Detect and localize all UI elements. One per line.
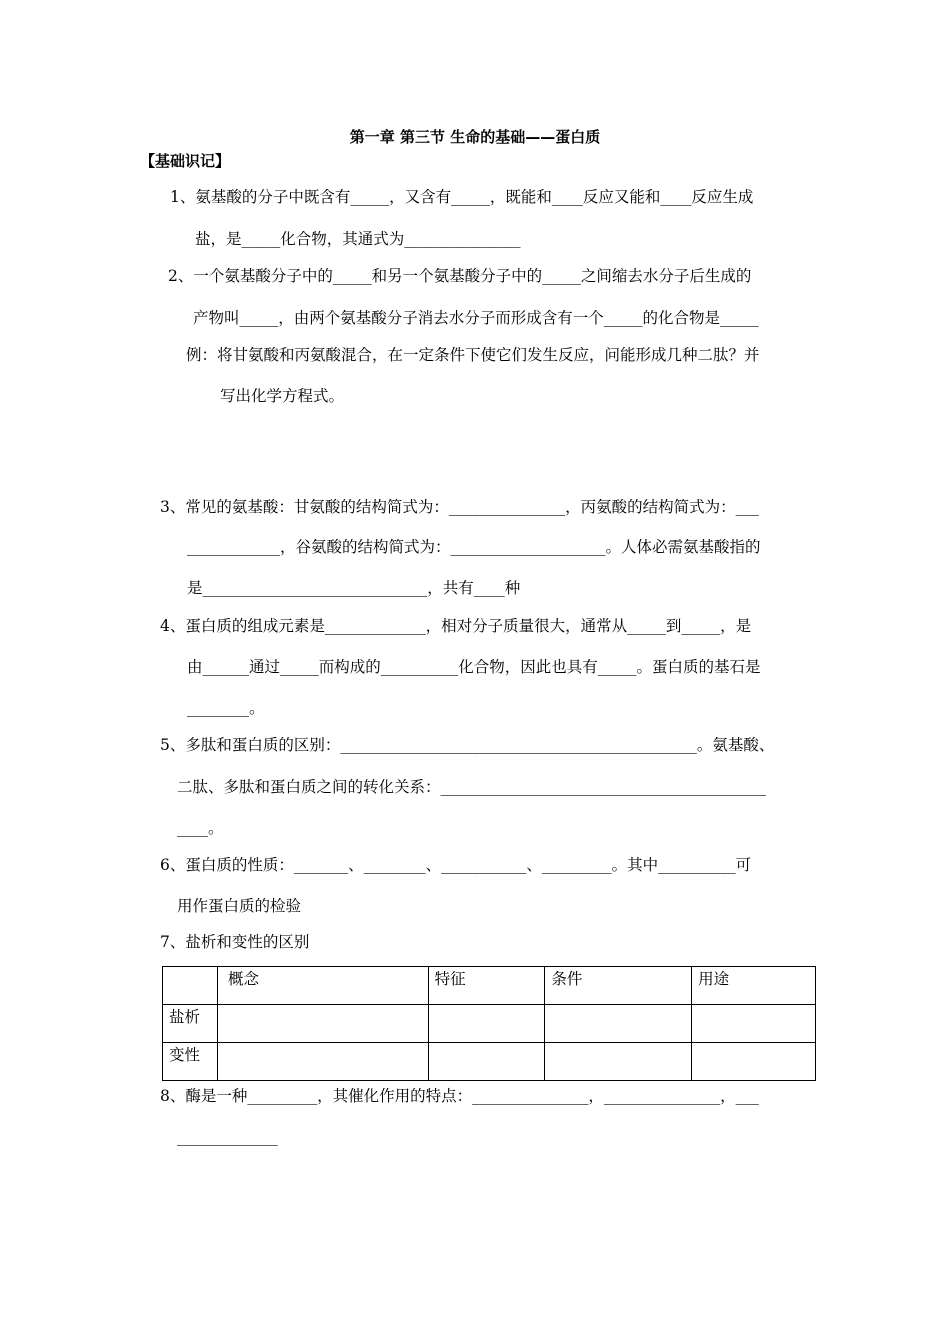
table-cell xyxy=(428,1043,545,1081)
question-7: 7、盐析和变性的区别 xyxy=(160,933,310,951)
example-line-2: 写出化学方程式。 xyxy=(220,387,345,405)
question-2-line-1: 2、一个氨基酸分子中的_____和另一个氨基酸分子中的_____之间缩去水分子后生成的 xyxy=(168,267,752,285)
question-8-line-2: _____________ xyxy=(177,1128,278,1146)
question-3-line-3: 是_____________________________，共有____种 xyxy=(187,579,521,597)
question-4-line-2: 由______通过_____而构成的__________化合物，因此也具有_____。蛋白质的基石是 xyxy=(187,658,761,676)
question-3-line-2: ____________，谷氨酸的结构简式为：____________________。人体必需氨基酸指的 xyxy=(187,538,761,556)
row-label-salting-out: 盐析 xyxy=(163,1005,218,1043)
question-2-line-2: 产物叫_____，由两个氨基酸分子消去水分子而形成含有一个_____的化合物是_____ xyxy=(193,309,759,327)
table-cell xyxy=(692,1043,816,1081)
table-cell xyxy=(217,1005,428,1043)
question-6-line-1: 6、蛋白质的性质：_______、________、___________、_________。其中__________可 xyxy=(160,856,752,874)
header-cell-use: 用途 xyxy=(692,967,816,1005)
table-cell xyxy=(545,1043,692,1081)
question-4-line-3: ________。 xyxy=(187,699,265,717)
question-8-line-1: 8、酶是一种_________，其催化作用的特点：_______________，_______________，___ xyxy=(160,1087,759,1105)
question-5-line-2: 二肽、多肽和蛋白质之间的转化关系：__________________________________________ xyxy=(177,778,767,796)
comparison-table xyxy=(162,966,816,1081)
table-cell xyxy=(428,1005,545,1043)
question-1-line-2: 盐，是_____化合物，其通式为_______________ xyxy=(195,230,521,248)
header-cell-feature: 特征 xyxy=(428,967,545,1005)
table-cell xyxy=(545,1005,692,1043)
table-cell xyxy=(692,1005,816,1043)
question-1-line-1: 1、氨基酸的分子中既含有_____，又含有_____，既能和____反应又能和____反应生成 xyxy=(170,188,754,206)
table-cell xyxy=(217,1043,428,1081)
header-cell-concept: 概念 xyxy=(217,967,428,1005)
section-heading: 【基础识记】 xyxy=(140,152,231,170)
table-row xyxy=(163,1043,816,1081)
question-4-line-1: 4、蛋白质的组成元素是_____________，相对分子质量很大，通常从_____到_____，是 xyxy=(160,617,752,635)
question-5-line-3: ____。 xyxy=(177,819,224,837)
header-cell-condition: 条件 xyxy=(545,967,692,1005)
header-cell-empty xyxy=(163,967,218,1005)
example-line-1: 例：将甘氨酸和丙氨酸混合，在一定条件下使它们发生反应，问能形成几种二肽？并 xyxy=(186,346,760,364)
table-row xyxy=(163,1005,816,1043)
question-5-line-1: 5、多肽和蛋白质的区别：______________________________________________。氨基酸、 xyxy=(160,736,775,754)
table-header-row xyxy=(163,967,816,1005)
row-label-denaturation: 变性 xyxy=(163,1043,218,1081)
question-6-line-2: 用作蛋白质的检验 xyxy=(177,897,302,915)
question-3-line-1: 3、常见的氨基酸：甘氨酸的结构简式为：_______________，丙氨酸的结构简式为：___ xyxy=(160,498,759,516)
page-title: 第一章 第三节 生命的基础——蛋白质 xyxy=(349,128,601,146)
